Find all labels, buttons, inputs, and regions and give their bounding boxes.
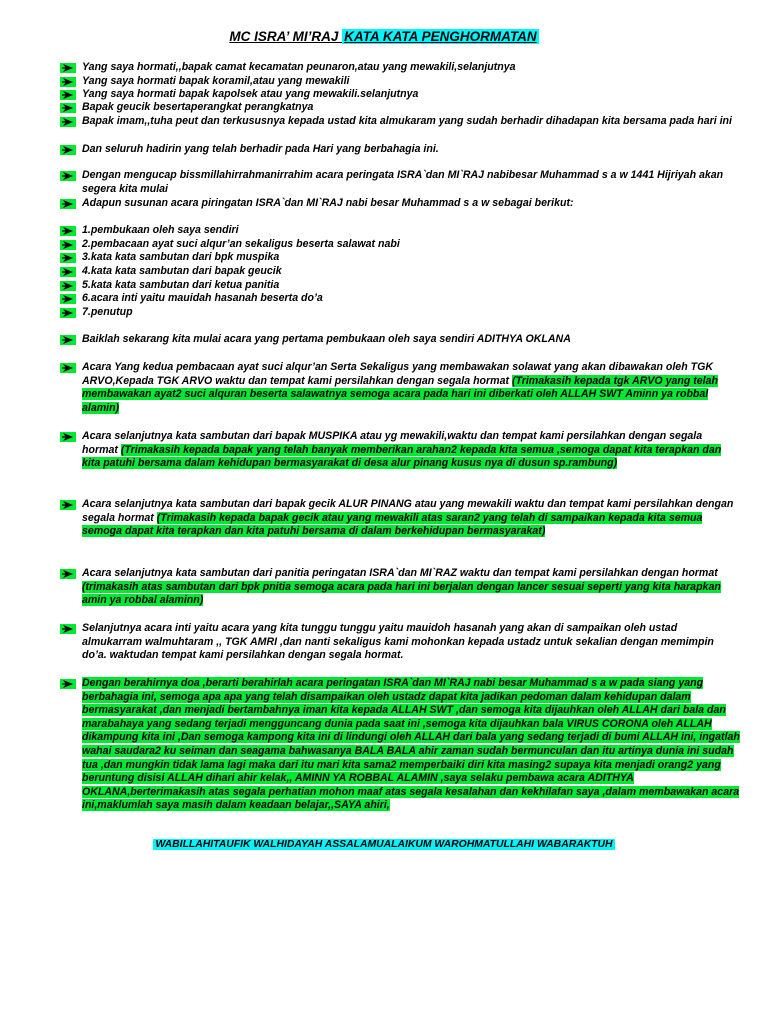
- greeting-item: Yang saya hormati bapak kapolsek atau yang mewakili.selanjutnya: [60, 88, 740, 102]
- greeting-item: Bapak geucik besertaperangkat perangkatnya: [60, 101, 740, 115]
- arrow-bullet-icon: [60, 679, 76, 689]
- arrow-bullet-icon: [60, 199, 76, 209]
- closing-line: WABILLAHITAUFIK WALHIDAYAH ASSALAMUALAIKUM WAROHMATULLAHI WABARAKTUH: [155, 839, 613, 850]
- paragraph-item: Selanjutnya acara inti yaitu acara yang kita tunggu tunggu yaitu mauidoh hasanah yang akan di sampaikan oleh ustad almukarram walmuhtaram ,, TGK AMRI ,dan nanti sekaligus kami mohonkan kepada ustadz untuk sekalian dengan memimpin do’a. waktudan tempat kami persilahkan dengan segala hormat.: [60, 622, 740, 663]
- arrow-bullet-icon: [60, 363, 76, 373]
- highlighted-text: (trimakasih atas sambutan dari bpk pnitia semoga acara pada hari ini berjalan dengan lancer sesuai seperti yang kita harapkan amin ya robbal alaminn): [82, 580, 721, 607]
- arrow-bullet-icon: [60, 226, 76, 236]
- title-prefix: MC ISRA’ MI’RAJ: [229, 29, 343, 44]
- arrow-bullet-icon: [60, 90, 76, 100]
- arrow-bullet-icon: [60, 294, 76, 304]
- highlighted-text: Dengan berahirnya doa ,berarti berahirlah acara peringatan ISRA`dan MI`RAJ nabi besar Muhammad s a w pada siang yang berbahagia ini, semoga apa apa yang telah disampaikan oleh ustadz dapat kita jadikan pedoman dalam kehidupan dalam bermasyarakat ,dan menjadi bertambahnya iman kita kepada ALLAH SWT ,dan semoga kita dijauhkan oleh ALLAH dari bala dan marabahaya yang sedang terjadi mengguncang dunia pada saat ini ,semoga kita dijauhkan bala VIRUS CORONA oleh ALLAH dikampung kita ini ,Dan semoga kampong kita ini di lindungi oleh ALLAH dari bala yang sedang terjadi di bumi ALLAH ini, ingatlah wahai saudara2 ku seiman dan seagama bahwasanya BALA BALA ahir zaman sudah bermunculan dan itu artinya dunia ini sudah tua ,dan mungkin tidak lama lagi maka dari itu mari kita sama2 memperbaiki diri kita masing2 supaya kita menjadi orang2 yang beruntung disisi ALLAH dihari ahir kelak,, AMINN YA ROBBAL ALAMIN ,saya selaku pembawa acara ADITHYA OKLANA,berterimakasih atas segala perhatian mohon maaf atas segala kesalahan dan kekhilafan saya ,dalam membawakan acara ini,maklumlah saya masih dalam keadaan belajar,,SAYA ahiri,: [82, 677, 740, 812]
- agenda-item: 5.kata kata sambutan dari ketua panitia: [60, 279, 740, 293]
- greeting-item: Bapak imam,,tuha peut dan terkususnya kepada ustad kita almukaram yang sudah berhadir dihadapan kita bersama pada hari ini: [60, 115, 740, 129]
- arrow-bullet-icon: [60, 267, 76, 277]
- arrow-bullet-icon: [60, 117, 76, 127]
- highlighted-text: (Trimakasih kepada bapak gecik atau yang mewakili atas saran2 yang telah di sampaikan kepada kita semua semoga dapat kita terapkan dan kita patuhi bersama di dalam berkehidupan bermasyarakat): [82, 511, 703, 538]
- greeting-item: Yang saya hormati bapak koramil,atau yang mewakili: [60, 75, 740, 89]
- arrow-bullet-icon: [60, 171, 76, 181]
- highlighted-text: (Trimakasih kepada tgk ARVO yang telah membawakan ayat2 suci alquran beserta salawatnya semoga acara pada hari ini diberkati oleh ALLAH SWT Aminn ya robbal alamin): [82, 374, 718, 414]
- paragraph-item: Acara Yang kedua pembacaan ayat suci alqur’an Serta Sekaligus yang membawakan solawat yang akan dibawakan oleh TGK ARVO,Kepada TGK ARVO waktu dan tempat kami persilahkan dengan segala hormat (Trimakasih kepada tgk ARVO yang telah membawakan ayat2 suci alquran beserta salawatnya semoga acara pada hari ini diberkati oleh ALLAH SWT Aminn ya robbal alamin): [60, 361, 740, 415]
- arrow-bullet-icon: [60, 432, 76, 442]
- intro-item: Adapun susunan acara piringatan ISRA`dan MI`RAJ nabi besar Muhammad s a w sebagai berikut:: [60, 197, 740, 211]
- agenda-item: 3.kata kata sambutan dari bpk muspika: [60, 251, 740, 265]
- agenda-item: 7.penutup: [60, 306, 740, 320]
- paragraph-item: Baiklah sekarang kita mulai acara yang pertama pembukaan oleh saya sendiri ADITHYA OKLANA: [60, 333, 740, 347]
- arrow-bullet-icon: [60, 569, 76, 579]
- highlighted-text: (Trimakasih kepada bapak yang telah banyak memberikan arahan2 kepada kita semua ,semoga dapat kita terapkan dan kita patuhi bersama dalam kehidupan bermasyarakat di desa alur pinang kusus nya di dusun sp.rambung): [82, 443, 722, 470]
- agenda-item: 6.acara inti yaitu mauidah hasanah beserta do’a: [60, 292, 740, 306]
- arrow-bullet-icon: [60, 77, 76, 87]
- agenda-item: 1.pembukaan oleh saya sendiri: [60, 224, 740, 238]
- arrow-bullet-icon: [60, 624, 76, 634]
- agenda-item: 4.kata kata sambutan dari bapak geucik: [60, 265, 740, 279]
- paragraph-item: [60, 677, 740, 813]
- agenda-item: 2.pembacaan ayat suci alqur’an sekaligus beserta salawat nabi: [60, 238, 740, 252]
- arrow-bullet-icon: [60, 240, 76, 250]
- greeting-item: Dan seluruh hadirin yang telah berhadir pada Hari yang berbahagia ini.: [60, 143, 740, 157]
- arrow-bullet-icon: [60, 335, 76, 345]
- arrow-bullet-icon: [60, 63, 76, 73]
- arrow-bullet-icon: [60, 500, 76, 510]
- arrow-bullet-icon: [60, 281, 76, 291]
- page-title: [0, 29, 768, 44]
- paragraph-item: Acara selanjutnya kata sambutan dari bapak MUSPIKA atau yg mewakili,waktu dan tempat kami persilahkan dengan segala hormat (Trimakasih kepada bapak yang telah banyak memberikan arahan2 kepada kita semua ,semoga dapat kita terapkan dan kita patuhi bersama dalam kehidupan bermasyarakat di desa alur pinang kusus nya di dusun sp.rambung): [60, 430, 740, 471]
- arrow-bullet-icon: [60, 308, 76, 318]
- paragraph-item: Acara selanjutnya kata sambutan dari panitia peringatan ISRA`dan MI`RAZ waktu dan tempat kami persilahkan dengan hormat (trimakasih atas sambutan dari bpk pnitia semoga acara pada hari ini berjalan dengan lancer sesuai seperti yang kita harapkan amin ya robbal alaminn): [60, 567, 740, 608]
- intro-item: Dengan mengucap bissmillahirrahmanirrahim acara peringata ISRA`dan MI`RAJ nabibesar Muhammad s a w 1441 Hijriyah akan segera kita mulai: [60, 169, 740, 196]
- arrow-bullet-icon: [60, 253, 76, 263]
- title-highlight: KATA KATA PENGHORMATAN: [344, 29, 537, 44]
- greeting-item: Yang saya hormati,,bapak camat kecamatan peunaron,atau yang mewakili,selanjutnya: [60, 61, 740, 75]
- paragraph-item: Acara selanjutnya kata sambutan dari bapak gecik ALUR PINANG atau yang mewakili waktu dan tempat kami persilahkan dengan segala hormat (Trimakasih kepada bapak gecik atau yang mewakili atas saran2 yang telah di sampaikan kepada kita semua semoga dapat kita terapkan dan kita patuhi bersama di dalam berkehidupan bermasyarakat): [60, 498, 740, 539]
- arrow-bullet-icon: [60, 145, 76, 155]
- arrow-bullet-icon: [60, 103, 76, 113]
